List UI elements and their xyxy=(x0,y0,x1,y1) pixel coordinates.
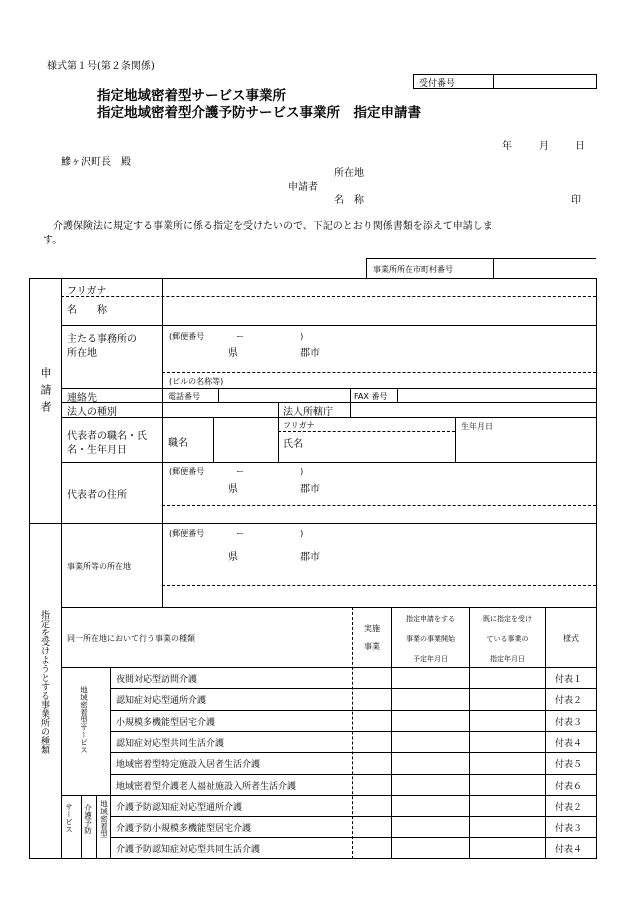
applicant-label: 申請者 xyxy=(288,182,318,193)
start-date-field[interactable] xyxy=(392,732,469,751)
applicant-name-label: 名 称 xyxy=(334,195,364,206)
fax-field[interactable] xyxy=(398,389,595,401)
main-office-label-2: 所在地 xyxy=(67,348,97,359)
col-start-1: 指定申請をする xyxy=(406,615,455,623)
job-title-label: 職名 xyxy=(168,438,188,449)
designated-date-field[interactable] xyxy=(470,689,545,708)
rep-furigana-label: フリガナ xyxy=(283,421,315,430)
start-date-field[interactable] xyxy=(392,689,469,708)
col-implemented-2: 事業 xyxy=(364,642,380,651)
form-annex: 付表２ xyxy=(555,696,583,706)
designated-date-field[interactable] xyxy=(470,711,545,730)
implemented-checkbox[interactable] xyxy=(353,732,391,751)
office-address-label: 事業所等の所在地 xyxy=(67,562,131,571)
corp-authority-field[interactable] xyxy=(351,403,595,416)
prefecture-label: 県 xyxy=(228,348,238,359)
service-name: 認知症対応型共同生活介護 xyxy=(116,739,225,749)
col-format: 様式 xyxy=(563,634,579,643)
postal-code-label: (郵便番号 ー ) xyxy=(169,332,304,341)
group2-label-b: 介護予防 xyxy=(83,804,93,834)
start-date-field[interactable] xyxy=(392,753,469,772)
gun-city-label: 郡市 xyxy=(300,348,320,359)
contact-label: 連絡先 xyxy=(67,393,97,404)
implemented-checkbox[interactable] xyxy=(353,711,391,730)
designated-date-field[interactable] xyxy=(470,796,545,815)
receipt-number-label: 受付番号 xyxy=(419,79,456,89)
service-name: 介護予防認知症対応型共同生活介護 xyxy=(116,845,261,855)
group1-label: 地域密着型サービス xyxy=(79,686,89,754)
service-name: 地域密着型特定施設入居者生活介護 xyxy=(116,760,261,770)
full-name-label: 氏名 xyxy=(283,439,303,450)
form-annex: 付表６ xyxy=(555,782,583,792)
title-line-2: 指定地域密着型介護予防サービス事業所 指定申請書 xyxy=(97,105,421,121)
job-title-field[interactable] xyxy=(214,418,277,461)
implemented-checkbox[interactable] xyxy=(353,775,391,794)
group2-label-c: 地域密着型 xyxy=(99,800,109,838)
designated-date-field[interactable] xyxy=(470,732,545,751)
birthdate-label: 生年月日 xyxy=(461,422,493,431)
rep-title-label-1: 代表者の職名・氏 xyxy=(67,431,147,442)
furigana-field[interactable] xyxy=(163,279,595,295)
municipal-number-label: 事業所所在市町村番号 xyxy=(373,265,453,274)
office-prefecture-label: 県 xyxy=(228,552,238,563)
rep-gun-city-label: 郡市 xyxy=(300,484,320,495)
rep-prefecture-label: 県 xyxy=(228,484,238,495)
form-annex: 付表４ xyxy=(555,845,583,855)
date-month: 月 xyxy=(539,141,549,152)
group2-label-a: サービス xyxy=(64,803,74,833)
corp-name-field[interactable] xyxy=(163,297,595,324)
form-annex: 付表２ xyxy=(555,803,583,813)
office-postal-code-label: (郵便番号 ー ) xyxy=(169,529,304,538)
rep-postal-code-label: (郵便番号 ー ) xyxy=(169,467,304,476)
implemented-checkbox[interactable] xyxy=(353,689,391,708)
form-annex: 付表１ xyxy=(555,675,583,685)
start-date-field[interactable] xyxy=(392,668,469,687)
seal-label: 印 xyxy=(571,195,581,206)
start-date-field[interactable] xyxy=(392,711,469,730)
col-designated-1: 既に指定を受け xyxy=(483,615,532,623)
rep-address-label: 代表者の住所 xyxy=(67,490,127,501)
service-name: 認知症対応型通所介護 xyxy=(116,696,207,706)
designated-date-field[interactable] xyxy=(470,668,545,687)
implemented-checkbox[interactable] xyxy=(353,817,391,836)
designated-date-field[interactable] xyxy=(470,817,545,836)
applicant-side-label: 申請者 xyxy=(39,367,52,418)
date-day: 日 xyxy=(575,141,585,152)
municipal-number-field[interactable] xyxy=(494,259,596,277)
service-name: 夜間対応型訪問介護 xyxy=(116,675,198,685)
phone-field[interactable] xyxy=(219,389,349,401)
business-side-label: 指定を受けようとする事業所の種類 xyxy=(39,610,49,754)
form-annex: 付表３ xyxy=(555,824,583,834)
addressee: 鰺ヶ沢町長 殿 xyxy=(61,157,131,168)
corp-type-field[interactable] xyxy=(163,403,277,416)
start-date-field[interactable] xyxy=(392,838,469,857)
phone-label: 電話番号 xyxy=(168,392,200,401)
designated-date-field[interactable] xyxy=(470,775,545,794)
start-date-field[interactable] xyxy=(392,775,469,794)
col-start-3: 予定年月日 xyxy=(413,655,448,663)
corp-authority-label: 法人所轄庁 xyxy=(283,407,333,418)
title-line-1: 指定地域密着型サービス事業所 xyxy=(97,88,286,104)
service-name: 地域密着型介護老人福祉施設入所者生活介護 xyxy=(116,782,297,792)
service-name: 介護予防小規模多機能型居宅介護 xyxy=(116,824,252,834)
service-name: 介護予防認知症対応型通所介護 xyxy=(116,803,243,813)
receipt-number-field[interactable] xyxy=(494,75,596,88)
building-name-label: (ビルの名称等) xyxy=(169,377,224,386)
service-name: 小規模多機能型居宅介護 xyxy=(116,718,216,728)
designated-date-field[interactable] xyxy=(470,838,545,857)
applicant-address-label: 所在地 xyxy=(334,168,364,179)
designated-date-field[interactable] xyxy=(470,753,545,772)
form-annex: 付表４ xyxy=(555,739,583,749)
office-gun-city-label: 郡市 xyxy=(300,552,320,563)
col-designated-3: 指定年月日 xyxy=(490,655,525,663)
furigana-label: フリガナ xyxy=(67,286,107,297)
start-date-field[interactable] xyxy=(392,817,469,836)
main-office-label-1: 主たる事務所の xyxy=(67,334,137,345)
corp-type-label: 法人の種別 xyxy=(67,407,117,418)
corp-name-label: 名 称 xyxy=(67,305,107,316)
col-service-type: 同一所在地において行う事業の種類 xyxy=(67,634,195,643)
fax-label: FAX 番号 xyxy=(354,392,388,401)
start-date-field[interactable] xyxy=(392,796,469,815)
implemented-checkbox[interactable] xyxy=(353,796,391,815)
col-implemented-1: 実施 xyxy=(364,624,380,633)
implemented-checkbox[interactable] xyxy=(353,668,391,687)
form-annex: 付表５ xyxy=(555,760,583,770)
implemented-checkbox[interactable] xyxy=(353,753,391,772)
intro-text-1: 介護保険法に規定する事業所に係る指定を受けたいので、下記のとおり関係書類を添えて申請しま xyxy=(43,221,493,232)
intro-text-2: す。 xyxy=(43,235,63,246)
rep-title-label-2: 名・生年月日 xyxy=(67,445,127,456)
form-annex: 付表３ xyxy=(555,718,583,728)
form-number: 様式第１号(第２条関係) xyxy=(47,61,155,72)
col-designated-2: ている事業の xyxy=(486,635,529,643)
col-start-2: 事業の事業開始 xyxy=(406,635,455,643)
date-year: 年 xyxy=(502,141,512,152)
implemented-checkbox[interactable] xyxy=(353,838,391,857)
